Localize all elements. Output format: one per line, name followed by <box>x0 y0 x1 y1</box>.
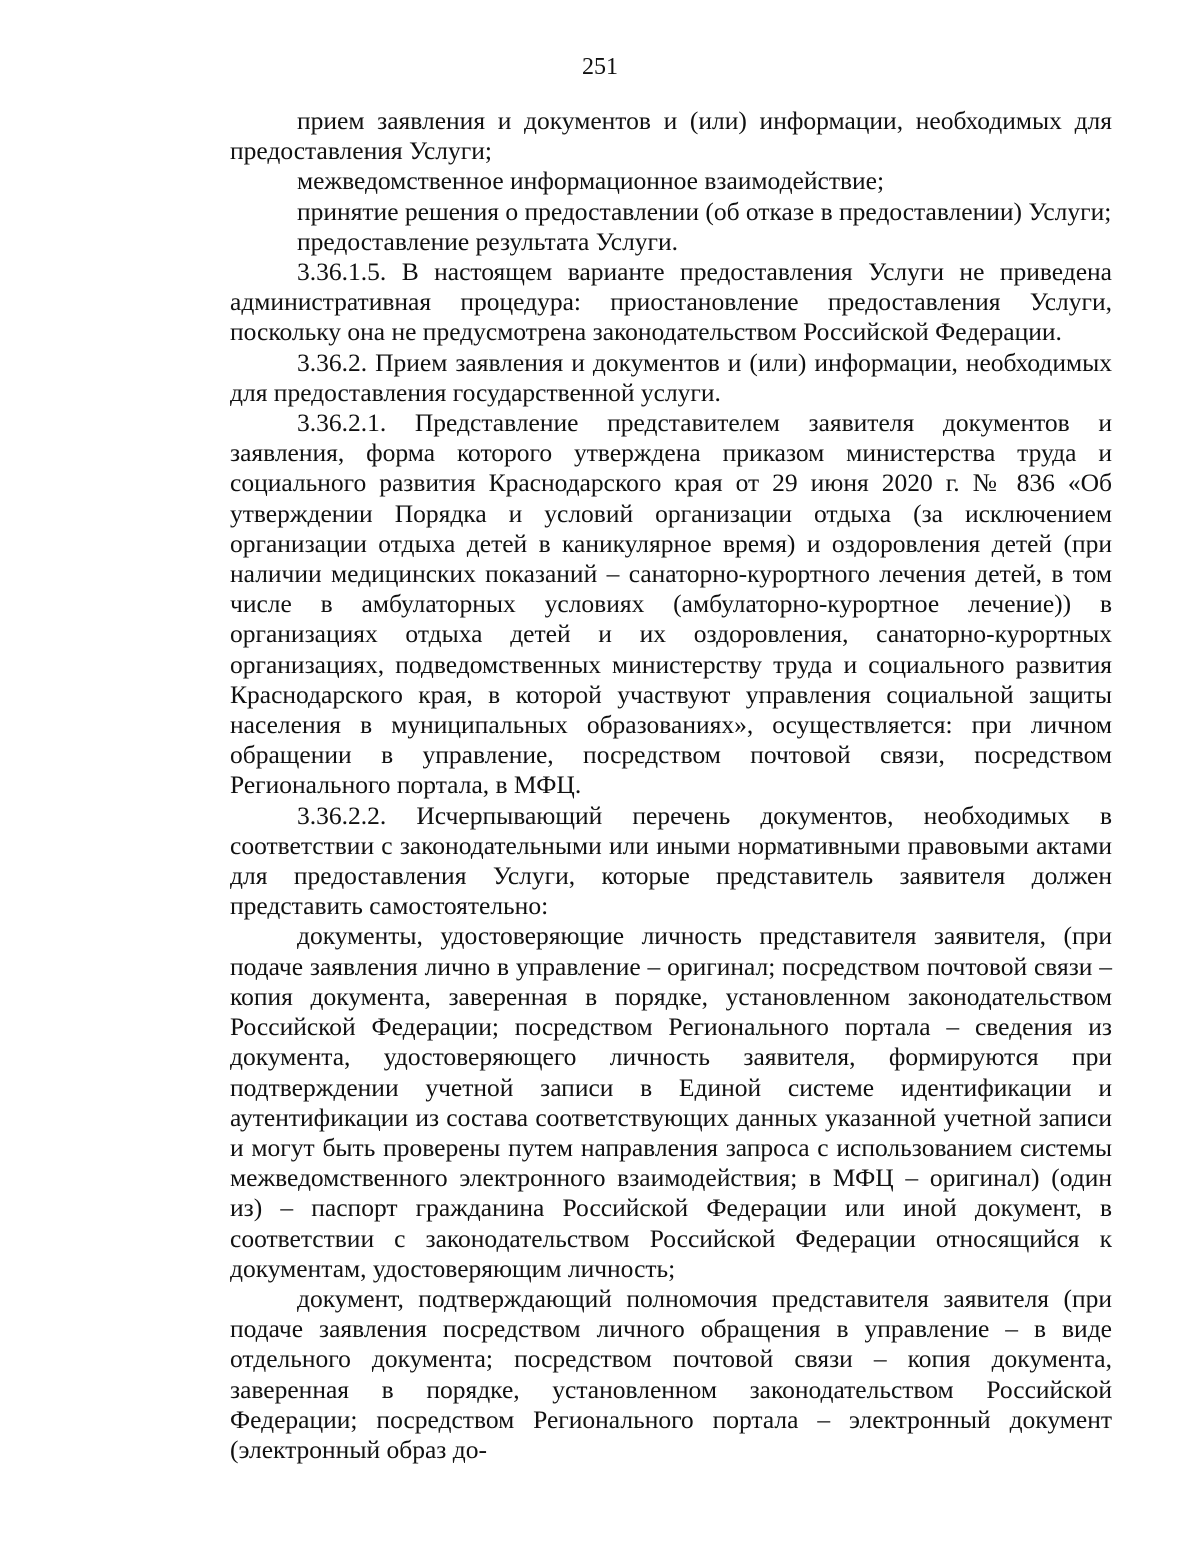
paragraph-procedure-decision: принятие решения о предоставлении (об отказе в предоставлении) Услуги; <box>297 196 1112 226</box>
paragraph-3-36-1-5: 3.36.1.5. В настоящем варианте предоставления Услуги не приведена административная процедура: приостановление предоставления Услуги, поскольку она не предусмотрена законодательством Российской Федерации. <box>230 257 1112 347</box>
paragraph-procedure-reception: прием заявления и документов и (или) информации, необходимых для предоставления Услуги; <box>230 106 1112 166</box>
paragraph-authority-document: документ, подтверждающий полномочия представителя заявителя (при подаче заявления посредством личного обращения в управление – в виде отдельного документа; посредством почтовой связи – копия документа, заверенная в порядке, установленном законодательством Российской Федерации; посредством Регионального портала – электронный документ (электронный образ до- <box>230 1283 1112 1464</box>
document-body <box>230 106 1112 1465</box>
paragraph-procedure-interaction: межведомственное информационное взаимодействие; <box>297 166 885 196</box>
paragraph-identity-documents: документы, удостоверяющие личность представителя заявителя, (при подаче заявления лично в управление – оригинал; посредством почтовой связи – копия документа, заверенная в порядке, установленном законодательством Российской Федерации; посредством Регионального портала – сведения из документа, удостоверяющего личность заявителя, формируются при подтверждении учетной записи в Единой системе идентификации и аутентификации из состава соответствующих данных указанной учетной записи и могут быть проверены путем направления запроса с использованием системы межведомственного электронного взаимодействия; в МФЦ – оригинал) (один из) – паспорт гражданина Российской Федерации или иной документ, в соответствии с законодательством Российской Федерации относящийся к документам, удостоверяющим личность; <box>230 921 1112 1283</box>
page-number: 251 <box>582 54 618 80</box>
paragraph-3-36-2-2: 3.36.2.2. Исчерпывающий перечень документов, необходимых в соответствии с законодательными или иными нормативными правовыми актами для предоставления Услуги, которые представитель заявителя должен представить самостоятельно: <box>230 800 1112 921</box>
paragraph-3-36-2-1: 3.36.2.1. Представление представителем заявителя документов и заявления, форма которого утверждена приказом министерства труда и социального развития Краснодарского края от 29 июня 2020 г. № 836 «Об утверждении Порядка и условий организации отдыха (за исключением организации отдыха детей в каникулярное время) и оздоровления детей (при наличии медицинских показаний – санаторно-курортного лечения детей, в том числе в амбулаторных условиях (амбулаторно-курортное лечение)) в организациях отдыха детей и их оздоровления, санаторно-курортных организациях, подведомственных министерству труда и социального развития Краснодарского края, в которой участвуют управления социальной защиты населения в муниципальных образованиях», осуществляется: при личном обращении в управление, посредством почтовой связи, посредством Регионального портала, в МФЦ. <box>230 408 1112 800</box>
paragraph-procedure-result: предоставление результата Услуги. <box>297 226 679 256</box>
paragraph-3-36-2: 3.36.2. Прием заявления и документов и (или) информации, необходимых для предоставления государственной услуги. <box>230 347 1112 407</box>
